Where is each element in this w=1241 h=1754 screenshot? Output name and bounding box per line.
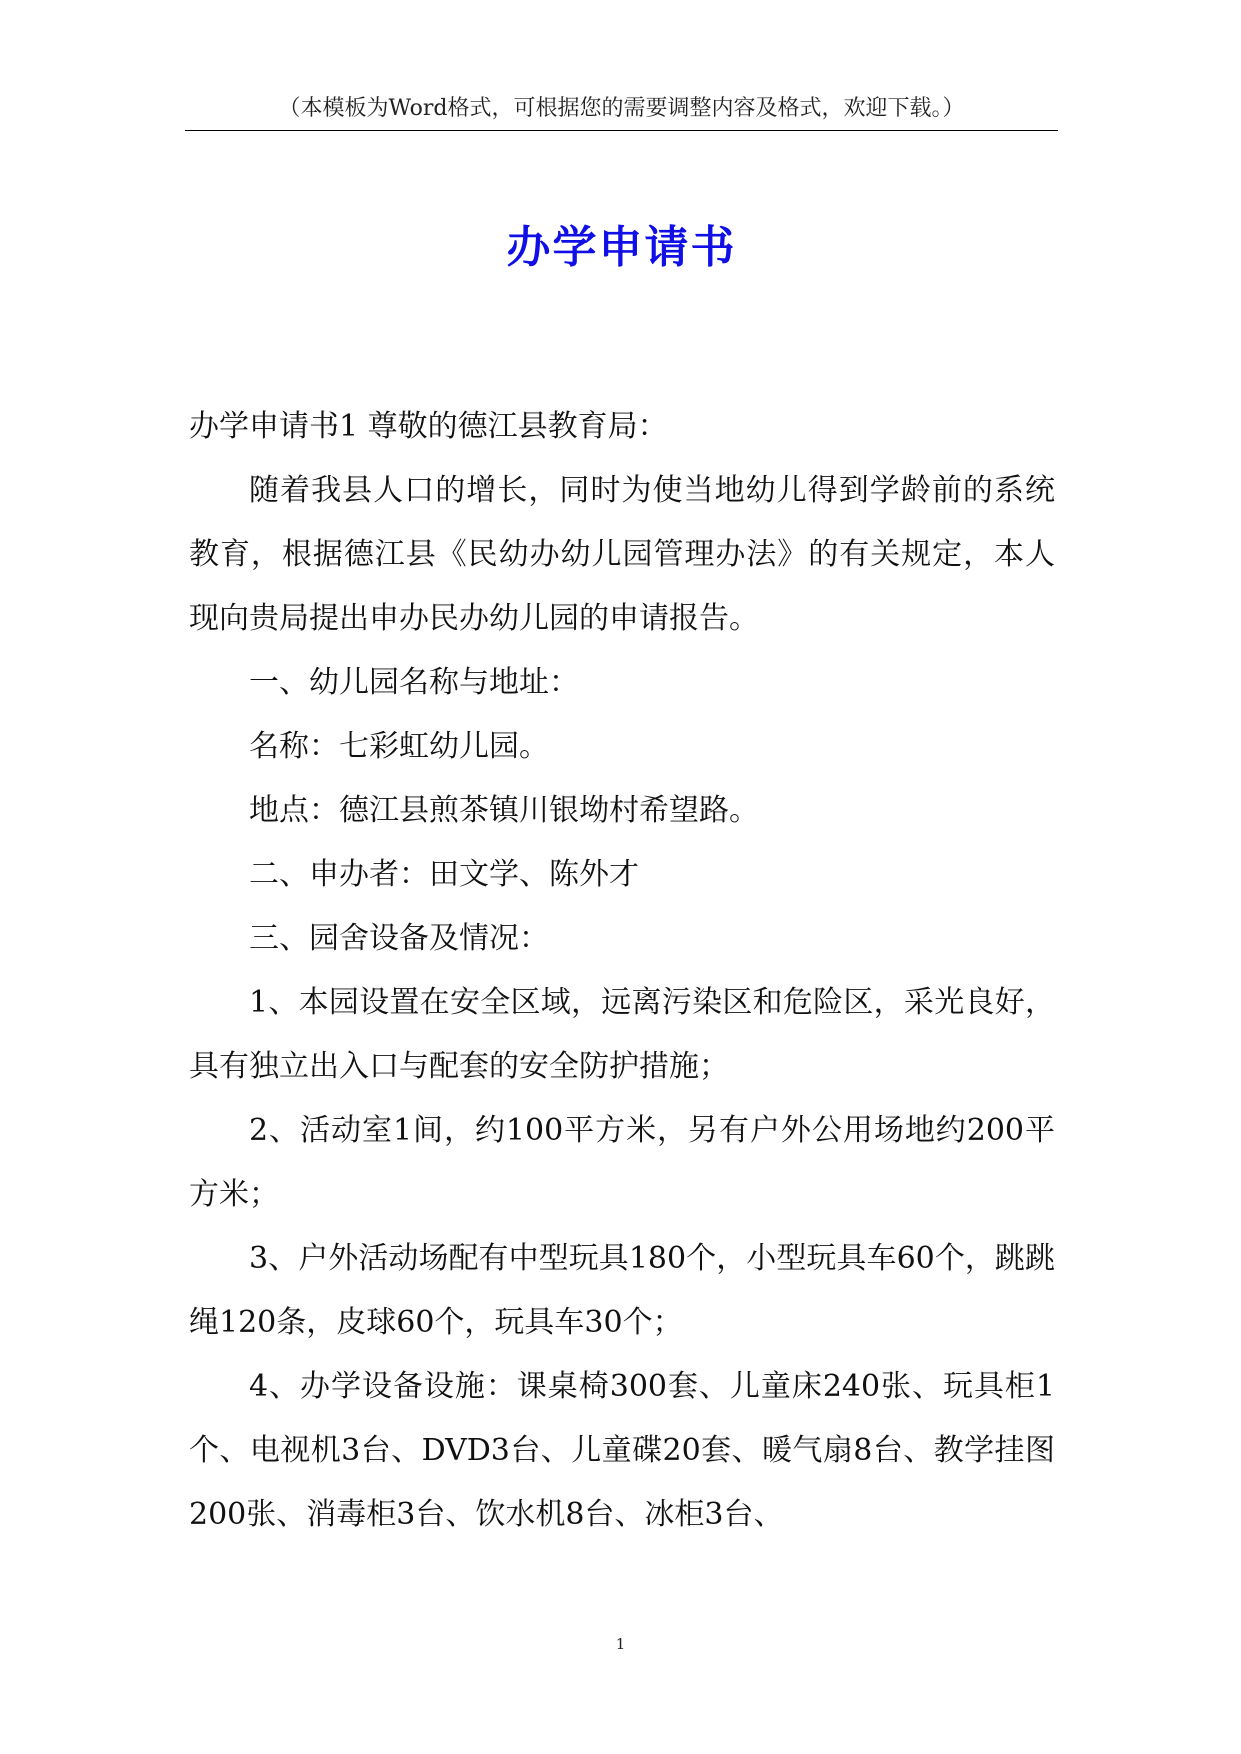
document-body <box>189 395 1055 1547</box>
header-divider <box>185 130 1058 131</box>
facility-item-3: 3、户外活动场配有中型玩具180个，小型玩具车60个，跳跳绳120条，皮球60个，玩具车30个； <box>189 1241 1055 1340</box>
header-note: （本模板为Word格式，可根据您的需要调整内容及格式，欢迎下载。） <box>278 96 965 121</box>
section-heading-facilities: 三、园舍设备及情况： <box>249 921 549 956</box>
kindergarten-name: 名称：七彩虹幼儿园。 <box>249 729 549 764</box>
salutation-paragraph: 办学申请书1 尊敬的德江县教育局： <box>189 409 668 444</box>
facility-item-4: 4、办学设备设施：课桌椅300套、儿童床240张、玩具柜1个、电视机3台、DVD3台、儿童碟20套、暖气扇8台、教学挂图200张、消毒柜3台、饮水机8台、冰柜3台、 <box>189 1369 1055 1532</box>
facility-item-1: 1、本园设置在安全区域，远离污染区和危险区，采光良好，具有独立出入口与配套的安全防护措施； <box>189 985 1055 1084</box>
document-title: 办学申请书 <box>506 222 737 273</box>
section-heading-name-address: 一、幼儿园名称与地址： <box>249 665 579 700</box>
facility-item-2: 2、活动室1间，约100平方米，另有户外公用场地约200平方米； <box>189 1113 1055 1212</box>
page-number: 1 <box>615 1635 626 1653</box>
section-heading-applicants: 二、申办者：田文学、陈外才 <box>249 857 639 892</box>
kindergarten-location: 地点：德江县煎茶镇川银坳村希望路。 <box>249 793 759 828</box>
intro-paragraph: 随着我县人口的增长，同时为使当地幼儿得到学龄前的系统教育，根据德江县《民幼办幼儿园管理办法》的有关规定，本人现向贵局提出申办民办幼儿园的申请报告。 <box>189 473 1055 636</box>
